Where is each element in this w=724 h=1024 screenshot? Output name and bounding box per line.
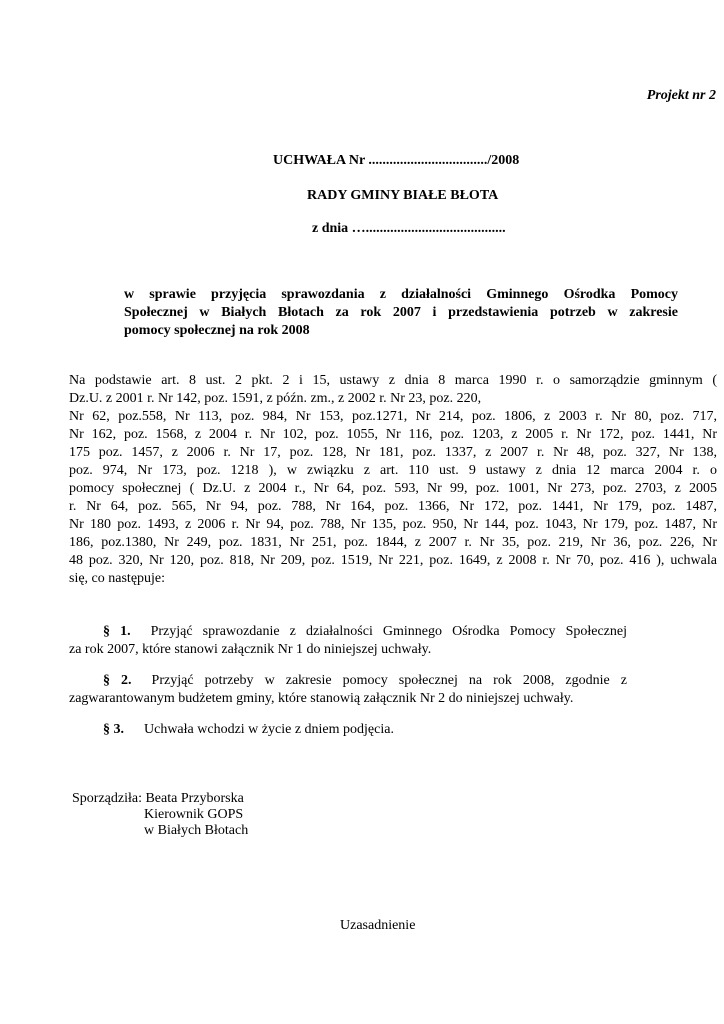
- legal-basis-line: 175 poz. 1457, z 2006 r. Nr 17, poz. 128, Nr 181, poz. 1337, z 2007 r. Nr 48, poz. 327, Nr 138,: [69, 445, 717, 460]
- legal-basis-line: poz. 974, Nr 173, poz. 1218 ), w związku z art. 110 ust. 9 ustawy z dnia 12 marca 2004 r. o: [69, 463, 717, 478]
- subject-line: Społecznej w Białych Błotach za rok 2007 i przedstawienia potrzeb w zakresie: [124, 305, 678, 320]
- legal-basis-line: Nr 180 poz. 1493, z 2006 r. Nr 94, poz. 788, Nr 135, poz. 950, Nr 144, poz. 1043, Nr 179, poz. 1487, Nr: [69, 517, 717, 532]
- legal-basis-line: Na podstawie art. 8 ust. 2 pkt. 2 i 15, ustawy z dnia 8 marca 1990 r. o samorządzie gminnym (: [69, 373, 717, 388]
- council-name-title: RADY GMINY BIAŁE BŁOTA: [307, 188, 499, 203]
- section-2-line: [69, 672, 627, 690]
- legal-basis-line: Dz.U. z 2001 r. Nr 142, poz. 1591, z późn. zm., z 2002 r. Nr 23, poz. 220,: [69, 391, 482, 406]
- section-3-text: Uchwała wchodzi w życie z dniem podjęcia.: [144, 722, 394, 737]
- section-2-number: § 2.: [103, 673, 132, 688]
- legal-basis-line: 48 poz. 320, Nr 120, poz. 818, Nr 209, poz. 1519, Nr 221, poz. 1649, z 2008 r. Nr 70, poz. 416 ), uchwala: [69, 553, 717, 568]
- section-2-continuation: zagwarantowanym budżetem gminy, które stanowią załącznik Nr 2 do niniejszej uchwały.: [69, 691, 574, 706]
- section-1-number: § 1.: [103, 624, 131, 639]
- signatory-position: Kierownik GOPS: [144, 807, 244, 822]
- subject-line: w sprawie przyjęcia sprawozdania z działalności Gminnego Ośrodka Pomocy: [124, 287, 678, 302]
- prepared-by: Sporządziła: Beata Przyborska: [72, 791, 244, 806]
- section-1: [69, 623, 627, 659]
- resolution-subject: [124, 286, 678, 340]
- subject-line: pomocy społecznej na rok 2008: [124, 323, 310, 338]
- section-1-continuation: za rok 2007, które stanowi załącznik Nr 1 do niniejszej uchwały.: [69, 642, 432, 657]
- section-2-text: Przyjąć potrzeby w zakresie pomocy społecznej na rok 2008, zgodnie z: [151, 673, 627, 688]
- signatory-location: w Białych Błotach: [144, 823, 249, 838]
- section-3-number: § 3.: [103, 722, 124, 737]
- section-3: [103, 721, 394, 739]
- legal-basis-line: r. Nr 64, poz. 565, Nr 94, poz. 788, Nr 164, poz. 1366, Nr 172, poz. 1441, Nr 179, poz. 1487,: [69, 499, 717, 514]
- justification-heading: Uzasadnienie: [340, 918, 416, 933]
- legal-basis-line: się, co następuje:: [69, 571, 166, 586]
- project-label: Projekt nr 2: [646, 88, 716, 103]
- resolution-date-title: z dnia …........................................: [312, 221, 506, 236]
- legal-basis-line: Nr 62, poz.558, Nr 113, poz. 984, Nr 153, poz.1271, Nr 214, poz. 1806, z 2003 r. Nr 80, poz. 717,: [69, 409, 717, 424]
- section-2: [69, 672, 627, 708]
- signature-block: [72, 791, 248, 839]
- legal-basis-line: 186, poz.1380, Nr 249, poz. 1831, Nr 251, poz. 1844, z 2007 r. Nr 35, poz. 219, Nr 36, poz. 226, Nr: [69, 535, 717, 550]
- resolution-number-title: UCHWAŁA Nr ................................../2008: [273, 153, 520, 168]
- legal-basis-line: Nr 162, poz. 1568, z 2004 r. Nr 102, poz. 1055, Nr 116, poz. 1203, z 2005 r. Nr 172, poz. 1441, Nr: [69, 427, 717, 442]
- legal-basis-line: pomocy społecznej ( Dz.U. z 2004 r., Nr 64, poz. 593, Nr 99, poz. 1001, Nr 273, poz. 2703, z 2005: [69, 481, 717, 496]
- section-1-text: Przyjąć sprawozdanie z działalności Gminnego Ośrodka Pomocy Społecznej: [150, 624, 627, 639]
- legal-basis: [69, 372, 717, 588]
- section-1-line: [69, 623, 627, 641]
